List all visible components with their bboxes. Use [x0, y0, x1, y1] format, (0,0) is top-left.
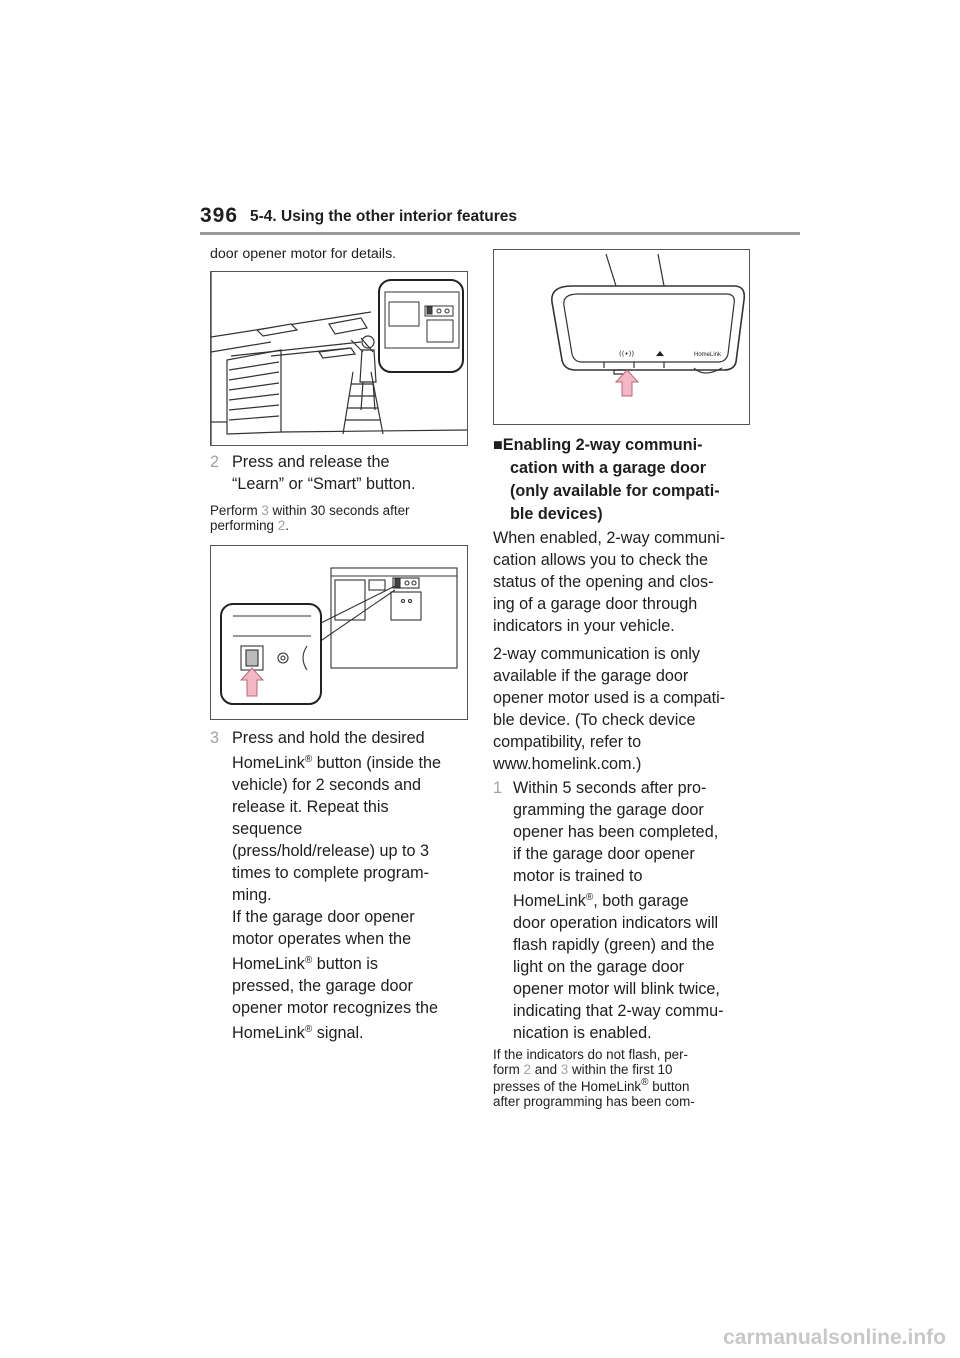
para-2way-availability: 2-way communication is only available if the garage door opener motor used is a compati- ble device. (To check device compatibility, refer to www.homelink.com.) — [493, 645, 726, 773]
learn-button-illustration — [211, 546, 467, 719]
step-3-number: 3 — [210, 729, 220, 747]
figure-mirror — [493, 249, 750, 425]
figure-learn-button — [210, 545, 468, 720]
section-title: 5-4. Using the other interior features — [250, 208, 517, 225]
step-2-number: 2 — [210, 453, 220, 471]
svg-text:((•)): ((•)) — [619, 350, 635, 358]
para-2way-description: When enabled, 2-way communi- cation allows you to check the status of the opening and clos- ing of a garage door through indicators in your vehicle. — [493, 529, 726, 635]
intro-text: door opener motor for details. — [210, 246, 397, 262]
step-3-text: Press and hold the desired HomeLink® button (inside the vehicle) for 2 seconds and release it. Repeat this sequence (press/hold/release) up to 3 times to complete program- ming. If the garage door opener motor operates when the HomeLink® button is pressed, the garage door opener motor recognizes the HomeLink® signal. — [232, 729, 441, 1042]
watermark: carmanualsonline.info — [723, 1326, 946, 1349]
step-2-text: Press and release the “Learn” or “Smart” button. — [232, 453, 416, 493]
page-number: 396 — [200, 204, 239, 227]
garage-ladder-illustration — [211, 272, 467, 445]
note-indicators: If the indicators do not flash, per- form 2 and 3 within the first 10 presses of the HomeLink® button after programming has been com- — [493, 1047, 695, 1109]
figure-garage-ladder — [210, 271, 468, 446]
step-2-note: Perform 3 within 30 seconds after performing 2. — [210, 503, 410, 533]
mirror-homelink-label: HomeLink — [694, 352, 722, 358]
step-1-text: Within 5 seconds after pro- gramming the garage door opener has been completed, if the garage door opener motor is trained to HomeLink®, both garage door operation indicators will flash rapidly (green) and the light on the garage door opener motor will blink twice, indicating that 2-way commu- nication is enabled. — [513, 779, 724, 1042]
header-divider — [200, 232, 800, 235]
section-heading-2way: ■Enabling 2-way communi- cation with a garage door (only available for compati- ble devices) — [493, 436, 720, 523]
step-1-number: 1 — [493, 779, 503, 797]
mirror-illustration — [494, 250, 749, 424]
